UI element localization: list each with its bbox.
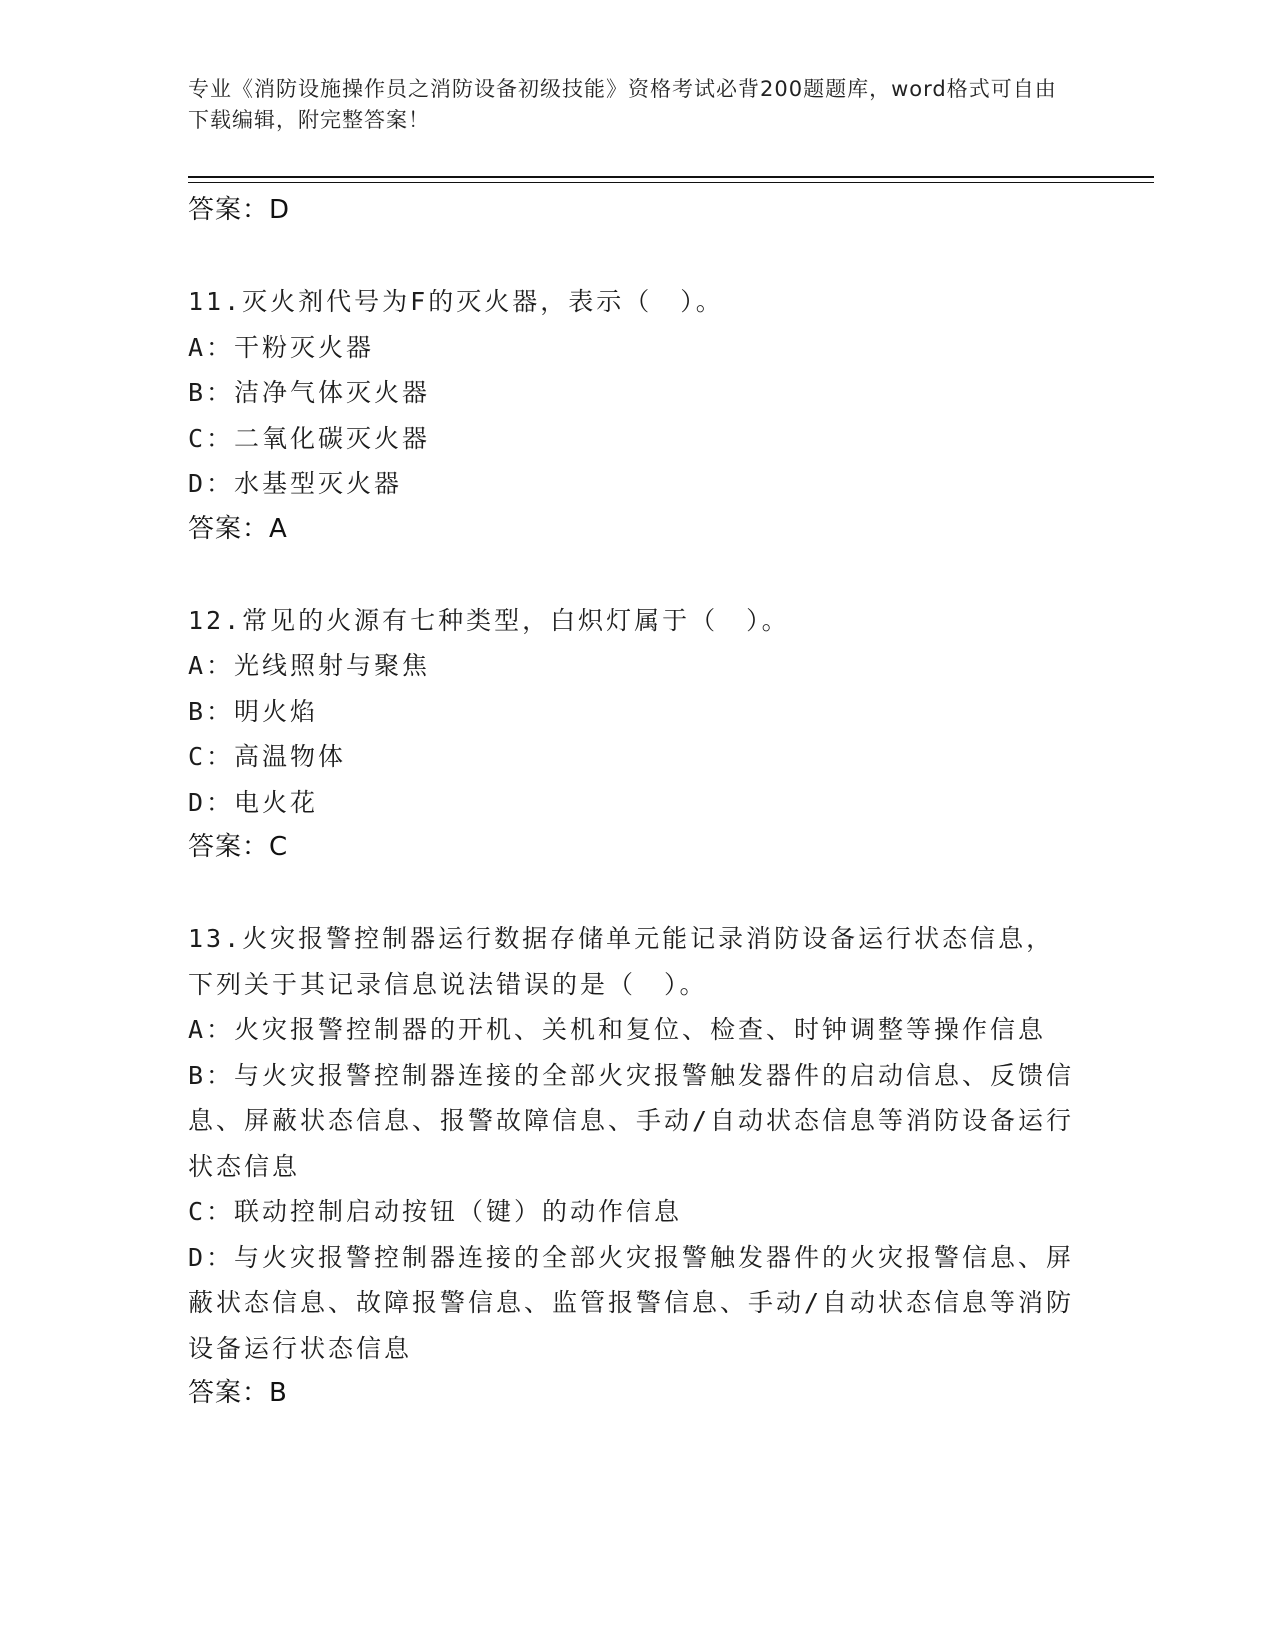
- option-a: A：火灾报警控制器的开机、关机和复位、检查、时钟调整等操作信息: [188, 1015, 1047, 1044]
- question-13: [188, 916, 1078, 1415]
- option-c: C：二氧化碳灭火器: [188, 423, 431, 453]
- answer-line: 答案：D: [188, 195, 291, 225]
- option-c: C：高温物体: [188, 742, 347, 771]
- question-text: 12.常见的火源有七种类型，白炽灯属于（ ）。: [188, 605, 790, 635]
- question-text: 11.灭火剂代号为F的灭火器，表示（ ）。: [188, 287, 724, 316]
- answer-line: 答案：B: [188, 1378, 288, 1408]
- question-12: [188, 598, 1078, 870]
- header-divider-thick: [188, 176, 1154, 178]
- question-11: [188, 279, 1078, 551]
- option-c: C：联动控制启动按钮（键）的动作信息: [188, 1197, 683, 1226]
- option-b: B：洁净气体灭火器: [188, 378, 431, 407]
- page-header: 专业《消防设施操作员之消防设备初级技能》资格考试必背200题题库，word格式可自由下载编辑，附完整答案！: [188, 77, 1057, 132]
- option-d: D：水基型灭火器: [188, 469, 403, 498]
- question-text: 13.火灾报警控制器运行数据存储单元能记录消防设备运行状态信息，下列关于其记录信息说法错误的是（ ）。: [188, 924, 1055, 999]
- header-divider-thin: [188, 182, 1154, 183]
- option-b: B：与火灾报警控制器连接的全部火灾报警触发器件的启动信息、反馈信息、屏蔽状态信息、报警故障信息、手动/自动状态信息等消防设备运行状态信息: [188, 1060, 1075, 1181]
- option-d: D：电火花: [188, 787, 319, 817]
- option-b: B：明火焰: [188, 696, 319, 726]
- answer-line: 答案：C: [188, 832, 289, 862]
- option-d: D：与火灾报警控制器连接的全部火灾报警触发器件的火灾报警信息、屏蔽状态信息、故障报警信息、监管报警信息、手动/自动状态信息等消防设备运行状态信息: [188, 1242, 1075, 1363]
- option-a: A：干粉灭火器: [188, 332, 375, 362]
- option-a: A：光线照射与聚焦: [188, 651, 431, 680]
- document-body: [188, 188, 1078, 1415]
- answer-line: 答案：A: [188, 513, 288, 544]
